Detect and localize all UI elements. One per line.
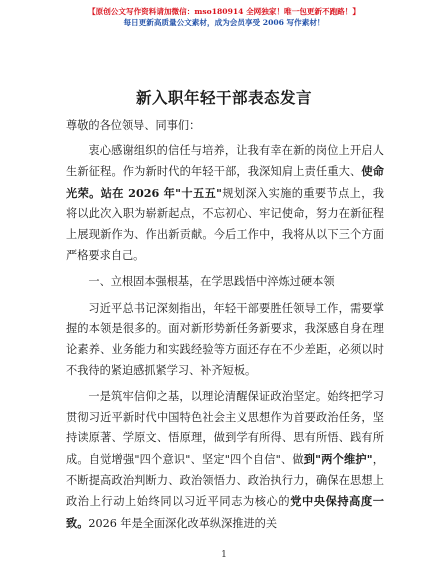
banner-line-promo: 【原创公文写作资料请加微信：mso180914 全网独家！唯一包更新不跑路！】 — [88, 7, 360, 16]
intro-text-bold: 使命光荣。站在 2026 年"十五五" — [66, 164, 384, 200]
section-heading-1: 一、立根固本强根基，在学思践悟中淬炼过硬本领 — [88, 275, 335, 289]
paragraph-intro — [66, 141, 384, 267]
banner-line-member: 每日更新高质量公文素材，成为会员享受 2006 写作素材！ — [123, 18, 325, 27]
page-number: 1 — [221, 550, 227, 560]
faith-text-c: ，不断提高政治判断力、政治领悟力、政治执行力，确保在思想上政治上行动上始终同以习近平同志为核心的 — [66, 452, 384, 509]
paragraph-study: 习近平总书记深刻指出，年轻干部要胜任领导工作，需要掌握的本领是很多的。面对新形势新任务新要求，我深感自身在理论素养、业务能力和实践经验等方面还存在不少差距，必须以时不我待的紧迫感抓紧学习、补齐短板。 — [66, 301, 384, 377]
document-body — [66, 116, 384, 534]
intro-text-a: 衷心感谢组织的信任与培养，让我有幸在新的岗位上开启人生新征程。作为新时代的年轻干部，我深知肩上责任重大、 — [66, 143, 384, 179]
header-banner — [0, 6, 448, 28]
paragraph-faith — [66, 387, 384, 534]
faith-text-e: 2026 年是全面深化改革纵深推进的关 — [88, 516, 278, 530]
faith-text-bold-1: 到"两个维护" — [303, 451, 373, 466]
greeting: 尊敬的各位领导、同事们： — [66, 119, 201, 132]
document-title: 新入职年轻干部表态发言 — [135, 88, 312, 107]
faith-text-a: 一是筑牢信仰之基，以理论清醒保证政治坚定。始终把学习贯彻习近平新时代中国特色社会主义思想作为首要政治任务，坚持读原著、学原文、悟原理，做到学有所得、思有所悟、践有所成。自觉增强"四个意识"、坚定"四个自信"、做 — [66, 390, 384, 466]
intro-text-c: 规划深入实施的重要节点上，我将以此次入职为崭新起点，不忘初心、牢记使命，努力在新征程上展现新作为、作出新贡献。今后工作中，我将从以下三个方面严格要求自己。 — [66, 186, 384, 262]
faith-text-bold-2: 党中央保持高度一致。 — [66, 494, 384, 530]
